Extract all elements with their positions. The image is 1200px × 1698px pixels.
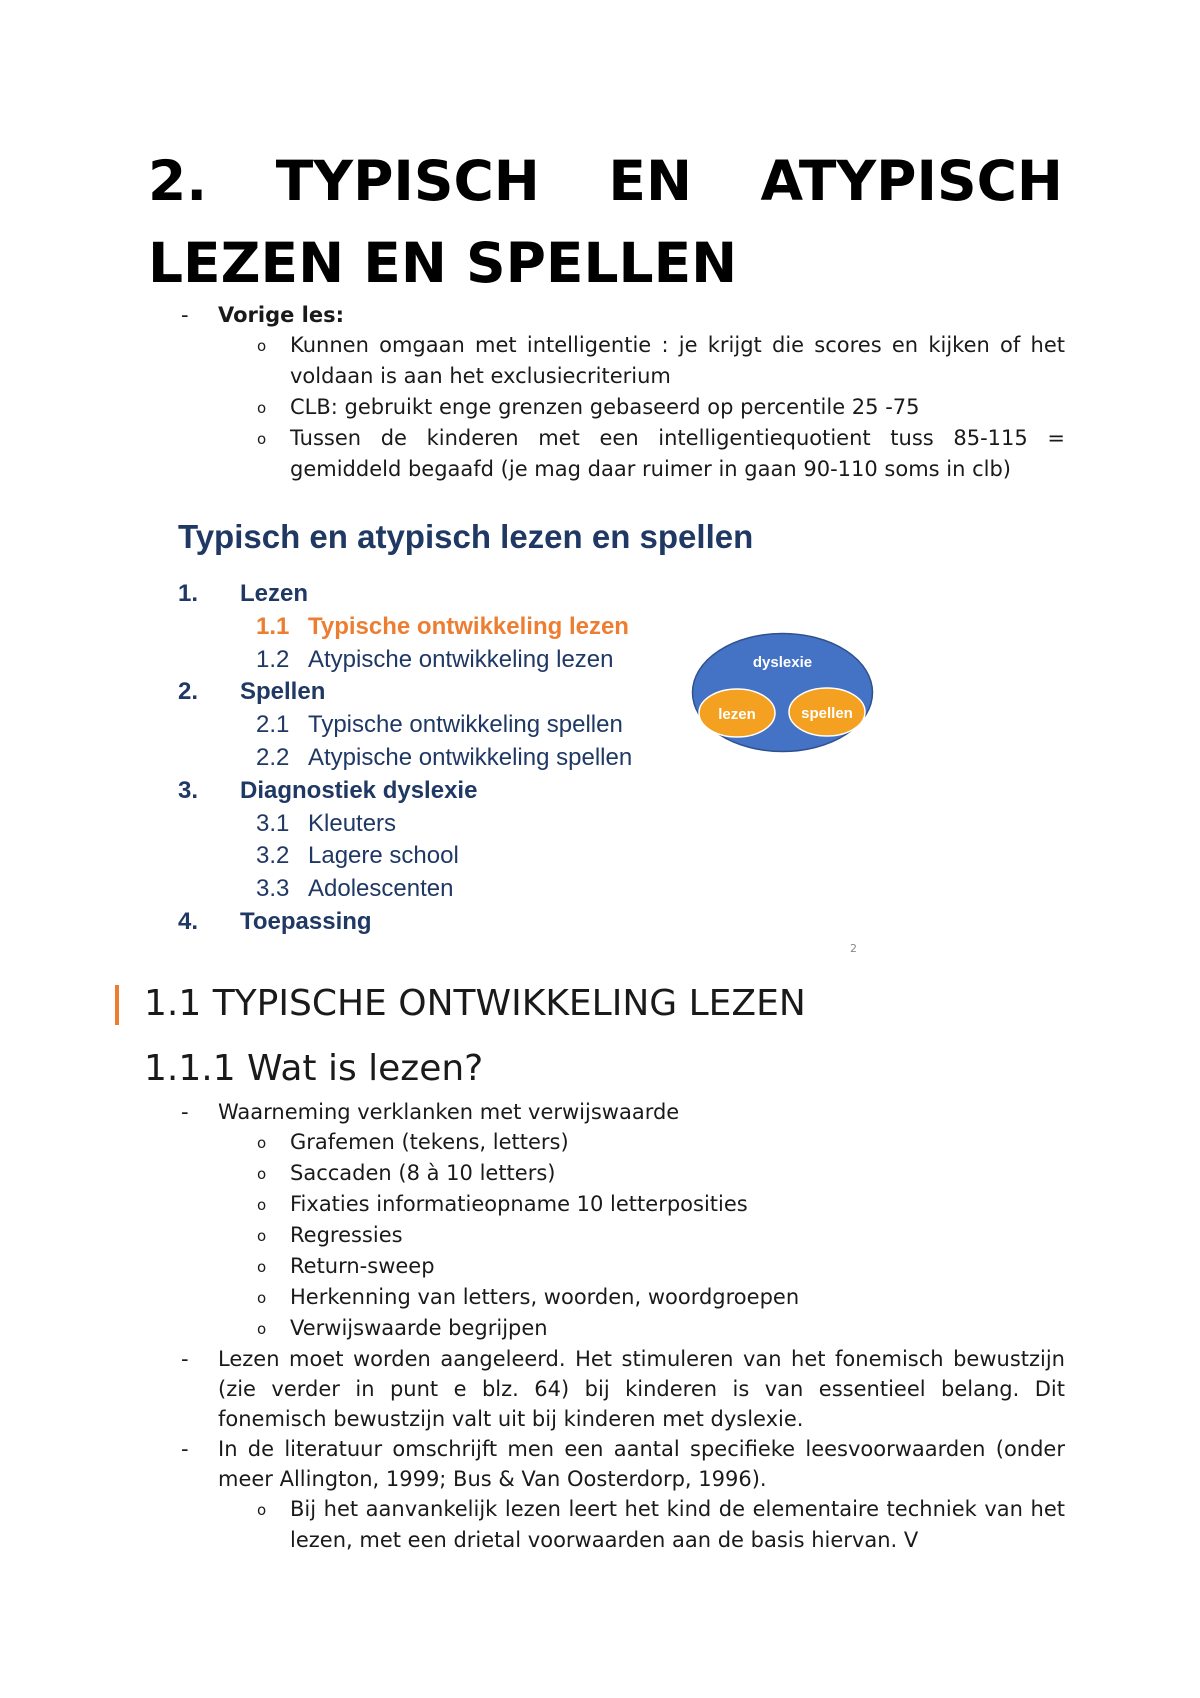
- body-sub-item: [0, 1313, 1065, 1344]
- body-sub-text: Return-sweep: [290, 1254, 435, 1278]
- bullet-marker: o: [257, 1165, 267, 1183]
- body-item-text: In de literatuur omschrijft men een aantal specifieke leesvoorwaarden (onder meer Allington, 1999; Bus & Van Oosterdorp, 1996).: [218, 1437, 1065, 1491]
- section-heading: 1.1 TYPISCHE ONTWIKKELING LEZEN: [144, 983, 806, 1024]
- bullet-marker: o: [257, 399, 267, 417]
- toc-label: Toepassing: [240, 907, 372, 935]
- toc-number: 1.1: [256, 612, 290, 640]
- toc-number: 4.: [178, 907, 199, 935]
- chapter-title-word: TYPISCH: [275, 149, 540, 213]
- body-sub-item: [0, 1220, 1065, 1251]
- toc-label: Atypische ontwikkeling spellen: [308, 743, 633, 771]
- dyslexia-venn-diagram: [690, 630, 875, 755]
- toc-label: Lezen: [240, 580, 309, 607]
- body-sub-text: Verwijswaarde begrijpen: [290, 1316, 548, 1340]
- chapter-title-word: ATYPISCH: [760, 149, 1063, 213]
- bullet-marker: o: [257, 1501, 267, 1519]
- dash-marker: -: [181, 1100, 189, 1124]
- intro-bullet-item: [0, 330, 1065, 392]
- toc-number: 3.: [178, 776, 199, 804]
- bullet-marker: o: [257, 1134, 267, 1152]
- toc-label: Typische ontwikkeling spellen: [308, 711, 623, 739]
- intro-bullet-text: Tussen de kinderen met een intelligentiequotient tuss 85-115 = gemiddeld begaafd (je mag daar ruimer in gaan 90-110 soms in clb): [290, 426, 1065, 481]
- intro-bullet-item: [0, 392, 1065, 423]
- intro-bullet-text: CLB: gebruikt enge grenzen gebaseerd op percentile 25 -75: [290, 395, 920, 419]
- body-sub-item: [0, 1158, 1065, 1189]
- bullet-marker: o: [257, 1320, 267, 1338]
- toc-number: 2.: [178, 678, 199, 706]
- toc-label: Kleuters: [308, 809, 397, 837]
- dash-marker: -: [181, 1347, 189, 1371]
- slide-title: Typisch en atypisch lezen en spellen: [178, 518, 754, 555]
- body-sub-item: [0, 1127, 1065, 1158]
- bullet-marker: o: [257, 337, 267, 355]
- toc-number: 3.3: [256, 875, 290, 903]
- section-accent-bar: [115, 985, 119, 1025]
- chapter-title-line2: LEZEN EN SPELLEN: [148, 231, 738, 295]
- chapter-number: 2.: [148, 149, 208, 213]
- bullet-marker: o: [257, 1258, 267, 1276]
- bullet-marker: o: [257, 1227, 267, 1245]
- intro-list: [0, 300, 1200, 485]
- body-sub-text: Grafemen (tekens, letters): [290, 1130, 569, 1154]
- toc-label: Diagnostiek dyslexie: [240, 776, 478, 804]
- intro-heading: Vorige les:: [218, 303, 345, 327]
- toc-label: Adolescenten: [308, 875, 454, 903]
- body-sub-item: [0, 1494, 1065, 1556]
- bullet-marker: o: [257, 1289, 267, 1307]
- toc-number: 3.1: [256, 809, 290, 837]
- bullet-marker: o: [257, 1196, 267, 1214]
- slide-page-number: 2: [850, 942, 857, 955]
- venn-outer-label: dyslexie: [752, 654, 813, 671]
- intro-heading-item: [0, 300, 1065, 330]
- toc-label: Typische ontwikkeling lezen: [308, 612, 629, 640]
- toc-number: 2.2: [256, 743, 290, 771]
- dash-marker: -: [181, 303, 189, 327]
- body-sub-text: Herkenning van letters, woorden, woordgroepen: [290, 1285, 800, 1309]
- toc-label: Lagere school: [308, 842, 459, 870]
- body-sub-item: [0, 1189, 1065, 1220]
- body-item: [0, 1097, 1065, 1127]
- venn-left-label: lezen: [718, 706, 756, 723]
- body-list: [0, 1097, 1200, 1556]
- body-sub-text: Bij het aanvankelijk lezen leert het kind de elementaire techniek van het lezen, met een drietal voorwaarden aan de basis hiervan. V: [290, 1497, 1065, 1552]
- body-item: [0, 1434, 1065, 1494]
- bullet-marker: o: [257, 430, 267, 448]
- body-item: [0, 1344, 1065, 1434]
- toc-number: 1.: [178, 580, 199, 607]
- slide-image: [160, 510, 900, 970]
- subsection-heading: 1.1.1 Wat is lezen?: [144, 1048, 484, 1089]
- body-item-text: Waarneming verklanken met verwijswaarde: [218, 1100, 680, 1124]
- chapter-title: [148, 140, 1063, 304]
- body-sub-text: Regressies: [290, 1223, 403, 1247]
- body-sub-text: Saccaden (8 à 10 letters): [290, 1161, 556, 1185]
- body-sub-text: Fixaties informatieopname 10 letterposities: [290, 1192, 748, 1216]
- dash-marker: -: [181, 1437, 189, 1461]
- toc-label: Atypische ontwikkeling lezen: [308, 645, 614, 673]
- body-sub-item: [0, 1282, 1065, 1313]
- toc-number: 3.2: [256, 842, 290, 870]
- body-sub-item: [0, 1251, 1065, 1282]
- intro-bullet-item: [0, 423, 1065, 485]
- chapter-title-word: EN: [608, 149, 692, 213]
- toc-number: 1.2: [256, 645, 290, 673]
- venn-right-label: spellen: [801, 705, 853, 722]
- body-item-text: Lezen moet worden aangeleerd. Het stimuleren van het fonemisch bewustzijn (zie verder in punt e blz. 64) bij kinderen is van essentieel belang. Dit fonemisch bewustzijn valt uit bij kinderen met dyslexie.: [218, 1347, 1065, 1431]
- intro-bullet-text: Kunnen omgaan met intelligentie : je krijgt die scores en kijken of het voldaan is aan het exclusiecriterium: [290, 333, 1065, 388]
- chapter-title-line1: [148, 140, 1063, 222]
- toc-number: 2.1: [256, 711, 290, 739]
- toc-label: Spellen: [240, 678, 326, 706]
